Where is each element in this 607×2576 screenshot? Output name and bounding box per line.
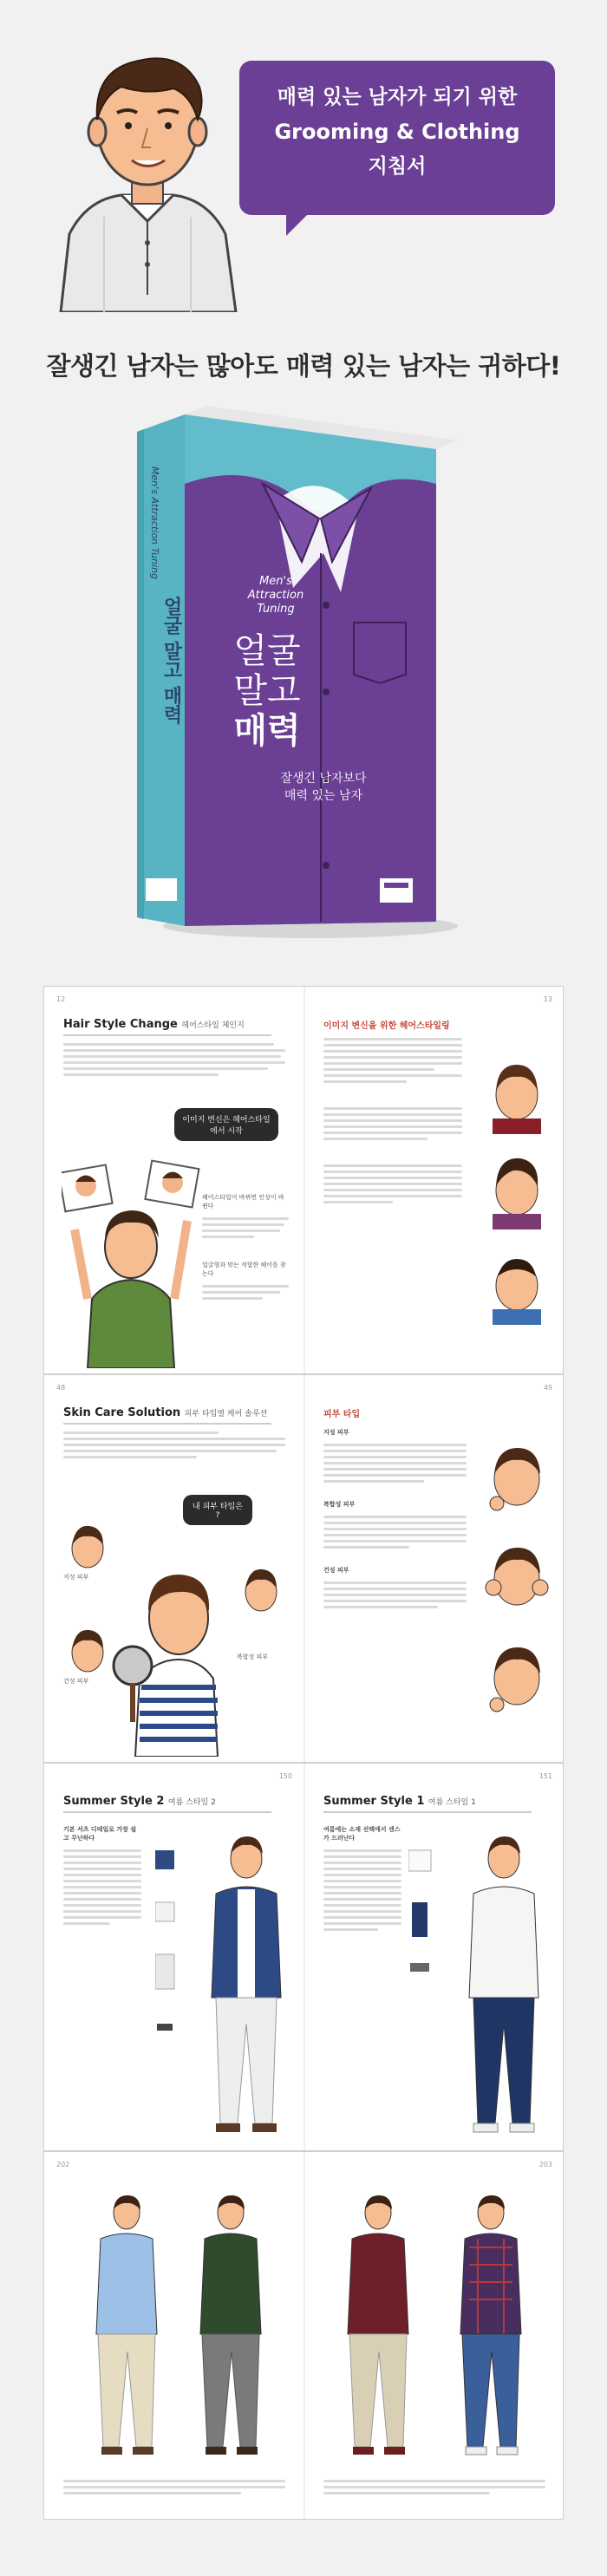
page-number-left: 202 — [56, 2161, 70, 2168]
left-subtitle: 기본 셔츠 디테일로 가장 쉽고 무난하다 — [63, 1826, 137, 1842]
skin-type-1: 지성 피부 — [323, 1429, 349, 1436]
man-illustration — [52, 35, 243, 312]
left-captions — [63, 2473, 285, 2498]
section-title-ko: 여름 스타일 2 — [167, 1798, 216, 1807]
cover-title-line-3: 매력 — [233, 710, 301, 751]
label-oily-skin: 지성 피부 — [63, 1574, 89, 1581]
spread-outfit-looks — [43, 2151, 564, 2520]
face-care-illustration — [478, 1436, 556, 1731]
cover-title-line-1: 얼굴 — [233, 631, 301, 671]
page-right — [304, 1375, 565, 1762]
summer-outfit-1-illustration — [408, 1824, 556, 2145]
right-captions — [323, 2473, 545, 2498]
page-number-right: 151 — [538, 1772, 552, 1780]
page-number-left: 48 — [56, 1384, 66, 1392]
skin-types-illustration — [62, 1514, 287, 1757]
side-note-1: 헤어스타일이 바뀌면 인상이 바뀐다 — [202, 1194, 284, 1210]
hairstyle-faces-illustration — [482, 1056, 552, 1342]
section-title — [63, 1795, 271, 1813]
cover-korean-title — [219, 631, 315, 751]
label-combination-skin: 복합성 피부 — [237, 1653, 269, 1660]
page-number-left: 150 — [278, 1772, 292, 1780]
section-title-ko: 헤어스타일 체인지 — [181, 1021, 245, 1030]
spread-skin-care — [43, 1374, 564, 1763]
cover-en-line-2: Attraction — [247, 589, 304, 602]
side-note-2: 얼굴형과 맞는 적합한 헤어를 찾는다 — [202, 1262, 286, 1277]
body-text-block — [63, 1043, 285, 1076]
page-left — [44, 1764, 304, 2150]
page-left — [44, 2152, 304, 2519]
skin-type-3: 건성 피부 — [323, 1567, 349, 1574]
cover-subtitle-line-1: 잘생긴 남자보다 — [280, 772, 367, 786]
cover-subtitle-line-2: 매력 있는 남자 — [284, 789, 363, 803]
bubble-line-3: 지침서 — [368, 155, 427, 178]
skin-type-2: 복합성 피부 — [323, 1501, 356, 1508]
section-title-en: Skin Care Solution — [63, 1406, 181, 1419]
spine-english: Men's Attraction Tuning — [149, 466, 160, 580]
speech-bubble-tail — [286, 210, 312, 236]
spread-hair-style — [43, 986, 564, 1374]
man-holding-photos-illustration — [62, 1134, 200, 1368]
section-title — [63, 1406, 271, 1425]
section-title — [323, 1795, 532, 1813]
page-right — [304, 2152, 565, 2519]
cover-en-line-3: Tuning — [257, 603, 295, 616]
page-right — [304, 1764, 565, 2150]
section-title-en: Summer Style 2 — [63, 1795, 165, 1808]
page-number-right: 13 — [543, 995, 552, 1003]
section-title-en: Summer Style 1 — [323, 1795, 425, 1808]
section-title-en: Hair Style Change — [63, 1018, 178, 1031]
spread-summer-style — [43, 1763, 564, 2151]
headline: 잘생긴 남자는 많아도 매력 있는 남자는 귀하다! — [46, 351, 561, 381]
cover-title-line-2: 말고 — [233, 671, 301, 711]
page-left — [44, 1375, 304, 1762]
label-dry-skin: 건성 피부 — [63, 1678, 89, 1685]
book-spine — [147, 449, 182, 900]
book-cover-3d — [137, 406, 467, 947]
page-right — [304, 987, 565, 1373]
cover-subtitle — [263, 770, 384, 805]
speech-bubble — [239, 61, 555, 215]
section-title-ko: 피부 타입별 케어 솔루션 — [184, 1410, 268, 1418]
side-note-block — [202, 1193, 289, 1303]
right-subtitle: 이미지 변신을 위한 헤어스타일링 — [323, 1021, 450, 1031]
section-title — [63, 1018, 271, 1036]
page-number-right: 203 — [538, 2161, 552, 2168]
body-text-block — [63, 1431, 285, 1458]
right-subtitle: 피부 타입 — [323, 1410, 361, 1419]
section-title-ko: 여름 스타일 1 — [428, 1798, 476, 1807]
page-number-right: 49 — [543, 1384, 552, 1392]
cover-english-title — [232, 575, 319, 616]
bubble-line-2: Grooming & Clothing — [274, 120, 520, 144]
callout-bubble: 이미지 변신은 헤어스타일에서 시작 — [174, 1108, 278, 1141]
spine-title: 얼굴 말고 매력 — [160, 597, 182, 725]
right-subtitle: 여름에는 소재 선택에서 센스가 드러난다 — [323, 1826, 401, 1842]
bubble-line-1: 매력 있는 남자가 되기 위한 — [277, 86, 518, 108]
looks-left-illustration — [79, 2187, 278, 2464]
cover-en-line-1: Men's — [259, 575, 292, 588]
page-left — [44, 987, 304, 1373]
summer-outfit-2-illustration — [155, 1824, 294, 2145]
callout-bubble: 내 피부 타입은 ? — [183, 1495, 252, 1525]
looks-right-illustration — [330, 2187, 538, 2464]
page-number-left: 12 — [56, 995, 66, 1003]
